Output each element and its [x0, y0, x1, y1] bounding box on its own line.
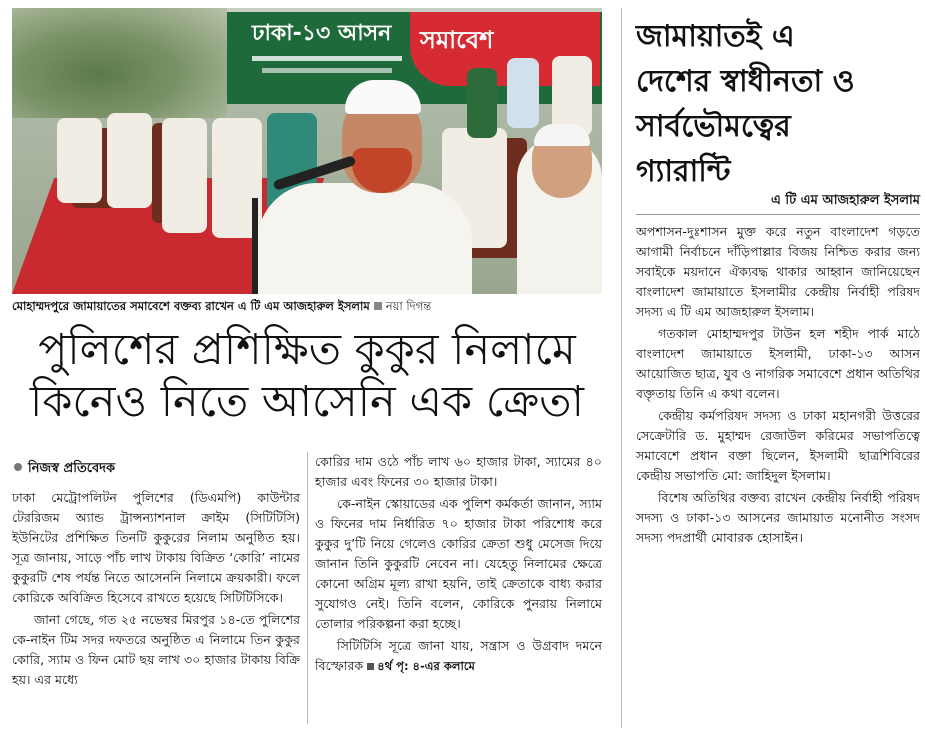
photo-person-cap [534, 124, 590, 146]
right-story-body [636, 222, 920, 550]
story-paragraph: কোরির দাম ওঠে পাঁচ লাখ ৬০ হাজার টাকা, স্যামের ৪০ হাজার এবং ফিনের ৩০ হাজার টাকা। [315, 454, 602, 489]
jump-icon [367, 663, 374, 670]
caption-text: মোহাম্মদপুরে জামায়াতের সমাবেশে বক্তব্য রাখেন এ টি এম আজহারুল ইসলাম [12, 299, 370, 313]
story-paragraph-text: সিটিটিসি সূত্রে জানা যায়, সন্ত্রাস ও উগ্রবাদ দমনে বিস্ফোরক [315, 638, 602, 673]
photo-banner-line [262, 68, 392, 73]
right-headline-line-2: দেশের স্বাধীনতা ও [636, 64, 855, 99]
right-paragraph: কেন্দ্রীয় কর্মপরিষদ সদস্য ও ঢাকা মহানগরী উত্তরের সেক্রেটারি ড. মুহাম্মদ রেজাউল করিমের সভাপতিত্বে সমাবেশে প্রধান বক্তা ছিলেন, ইসলামী ছাত্রশিবিরের কেন্দ্রীয় সভাপতি মো: জাহিদুল ইসলাম। [636, 408, 920, 483]
reporter-name: নিজস্ব প্রতিবেদক [28, 461, 116, 476]
right-separator [636, 214, 920, 215]
story-headline [12, 324, 602, 428]
story-paragraph: জানা গেছে, গত ২৫ নভেম্বর মিরপুর ১৪-তে পুলিশের কে-নাইন টিম সদর দফতরে অনুষ্ঠিত এ নিলামে তিন কুকুর কোরি, স্যাম ও ফিন মোট ছয় লাখ ৩০ হাজার টাকায় বিক্রি হয়। এর মধ্যে [12, 612, 300, 687]
right-paragraph: অপশাসন-দুঃশাসন মুক্ত করে নতুন বাংলাদেশ গড়তে আগামী নির্বাচনে দাঁড়িপাল্লার বিজয় নিশ্চিত করার জন্য সবাইকে ময়দানে ঐক্যবদ্ধ থাকার আহ্বান জানিয়েছেন বাংলাদেশ জামায়াতে ইসলামীর কেন্দ্রীয় নির্বাহী পরিষদ সদস্য এ টি এম আজহারুল ইসলাম। [636, 224, 920, 319]
right-paragraph: গতকাল মোহাম্মদপুর টাউন হল শহীদ পার্ক মাঠে বাংলাদেশ জামায়াতে ইসলামী, ঢাকা-১৩ আসন আয়োজিত ছাত্র, যুব ও নাগরিক সমাবেশে প্রধান অতিথির বক্তৃতায় তিনি এ কথা বলেন। [636, 326, 920, 401]
headline-line-2: কিনেও নিতে আসেনি এক ক্রেতা [30, 377, 584, 427]
right-headline-line-1: জামায়াতই এ [636, 19, 795, 54]
continued-jump[interactable] [367, 659, 475, 673]
photo-trees [12, 8, 227, 118]
news-photo [12, 8, 602, 294]
photo-banner-red-text: সমাবেশ [420, 26, 494, 54]
headline-line-1: পুলিশের প্রশিক্ষিত কুকুর নিলামে [38, 325, 576, 375]
story-paragraph [315, 636, 602, 676]
photo-person [467, 68, 497, 138]
photo-caption [12, 296, 602, 316]
caption-separator-icon [374, 302, 382, 310]
story-paragraph: কে-নাইন স্কোয়াডের এক পুলিশ কর্মকর্তা জানান, স্যাম ও ফিনের দাম নির্ধারিত ৭০ হাজার টাকা পরিশোধ করে কুকুর দু’টি নিয়ে গেলেও কোরির ক্রেতা শুধু মেসেজ দিয়ে জানান তিনি কুকুরটি নেবেন না। যেহেতু নিলামের ক্ষেত্রে কোনো অগ্রিম মূল্য রাখা হয়নি, তাই ক্রেতাকে বাধ্য করার সুযোগও নেই। তিনি বলেন, কোরিকে পুনরায় নিলামে তোলার পরিকল্পনা করা হচ্ছে। [315, 496, 602, 631]
right-headline-line-4: গ্যারান্টি [636, 154, 731, 189]
caption-credit: নয়া দিগন্ত [385, 299, 432, 313]
photo-banner-title: ঢাকা-১৩ আসন [252, 21, 392, 46]
bullet-icon [14, 463, 22, 471]
photo-person [107, 113, 152, 208]
mic-stand [252, 198, 258, 294]
jump-label: ৪র্থ পৃ: ৪-এর কলামে [377, 659, 475, 673]
photo-banner-line [252, 56, 402, 61]
photo-person [507, 58, 539, 128]
photo-person [162, 118, 207, 233]
column-divider [307, 452, 308, 724]
photo-person [57, 118, 102, 203]
story-column-1 [12, 488, 300, 692]
right-headline [636, 14, 920, 194]
right-column-divider [621, 8, 622, 728]
story-byline [14, 460, 115, 478]
right-headline-line-3: সার্বভৌমত্বের [636, 109, 791, 144]
right-byline: এ টি এম আজহারুল ইসলাম [771, 193, 920, 208]
story-column-2 [315, 452, 602, 678]
photo-speaker-body [257, 183, 472, 294]
right-paragraph: বিশেষ অতিথির বক্তব্য রাখেন কেন্দ্রীয় নির্বাহী পরিষদ সদস্য ও ঢাকা-১৩ আসনের জামায়াত মনোনীত সংসদ সদস্য পদপ্রার্থী মোবারক হোসাইন। [636, 490, 920, 545]
story-paragraph: ঢাকা মেট্রোপলিটন পুলিশের (ডিএমপি) কাউন্টার টেররিজম অ্যান্ড ট্রান্সন্যাশনাল ক্রাইম (সিটিটিসি) ইউনিটের প্রশিক্ষিত তিনটি কুকুরের নিলাম অনুষ্ঠিত হয়। সূত্র জানায়, সাড়ে পাঁচ লাখ টাকায় বিক্রিত ‘কোরি’ নামের কুকুরটি শেষ পর্যন্ত নিতে আসেননি নিলামে ক্রয়কারী। ফলে কোরিকে অবিক্রিত হিসেবে রাখতে হয়েছে সিটিটিসিকে। [12, 490, 300, 605]
